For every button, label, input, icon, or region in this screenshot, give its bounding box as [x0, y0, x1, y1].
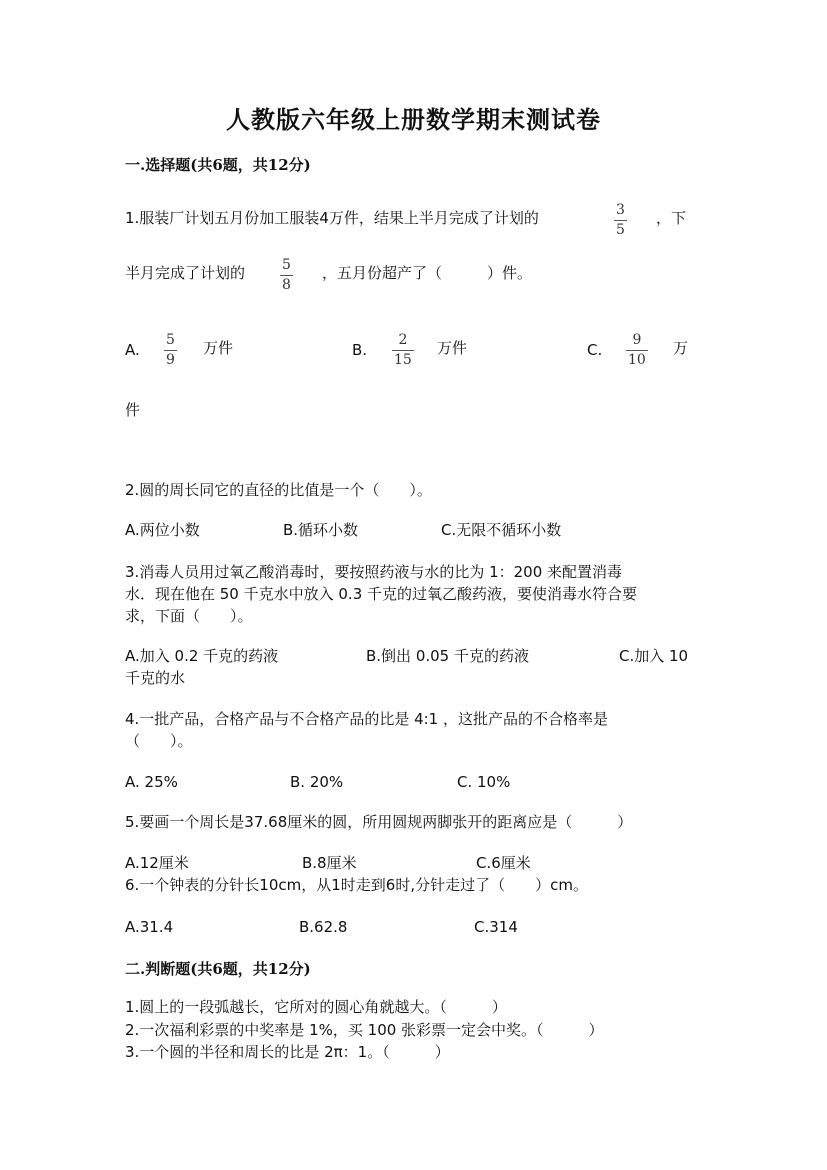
- q4-option-c: C. 10%: [457, 773, 511, 791]
- page-title: 人教版六年级上册数学期末测试卷: [226, 105, 601, 134]
- denominator: 15: [394, 352, 412, 368]
- q3-line1: 3.消毒人员用过氧乙酸消毒时，要按照药液与水的比为 1：200 来配置消毒: [125, 563, 623, 581]
- q6-option-b: B.62.8: [299, 918, 348, 936]
- q6-stem: 6.一个钟表的分针长10cm，从1时走到6时,分针走过了（ ）cm。: [125, 876, 588, 894]
- q5-option-b: B.8厘米: [302, 854, 357, 872]
- q5-option-a: A.12厘米: [125, 854, 189, 872]
- denominator: 9: [166, 352, 175, 368]
- q1-option-b-label: B.: [352, 341, 368, 359]
- q3-option-a: A.加入 0.2 千克的药液: [125, 647, 279, 665]
- q2-stem: 2.圆的周长同它的直径的比值是一个（ ）。: [125, 481, 432, 499]
- q3-option-c: C.加入 10: [619, 647, 689, 665]
- q1-line1: 1.服装厂计划五月份加工服装4万件，结果上半月完成了计划的: [125, 209, 539, 227]
- q3-option-c-wrap: 千克的水: [125, 669, 186, 687]
- q1-line2: 半月完成了计划的: [125, 264, 246, 282]
- q1-option-a-fraction: [164, 333, 177, 368]
- q5-stem: 5.要画一个周长是37.68厘米的圆，所用圆规两脚张开的距离应是（ ）: [125, 813, 633, 831]
- q4-option-b: B. 20%: [290, 773, 344, 791]
- q1-option-c-label: C.: [587, 341, 603, 359]
- q1-fraction-3-5: [614, 203, 627, 238]
- q3-line2: 水．现在他在 50 千克水中放入 0.3 千克的过氧乙酸药液，要使消毒水符合要: [125, 585, 638, 603]
- numerator: 9: [632, 332, 642, 348]
- q4-line2: （ ）。: [125, 732, 193, 750]
- q2-option-b: B.循环小数: [283, 521, 359, 539]
- q1-option-a-label: A.: [125, 341, 140, 359]
- q1-line2-end: ，五月份超产了（ ）件。: [322, 264, 533, 282]
- denominator: 10: [628, 352, 646, 368]
- section-judgement-heading: 二.判断题(共6题，共12分): [125, 960, 311, 978]
- q1-fraction-5-8: [280, 258, 293, 293]
- q1-option-b-unit: 万件: [437, 339, 468, 357]
- q4-option-a: A. 25%: [125, 773, 178, 791]
- q1-option-c-unit-wrap: 件: [125, 401, 141, 419]
- q1-option-c-fraction: [626, 333, 648, 368]
- denominator: 8: [282, 277, 291, 293]
- judgement-3: 3.一个圆的半径和周长的比是 2π：1。（ ）: [125, 1043, 450, 1061]
- q3-line3: 求，下面（ ）。: [125, 607, 253, 625]
- numerator: 5: [282, 257, 291, 273]
- judgement-1: 1.圆上的一段弧越长，它所对的圆心角就越大。（ ）: [125, 998, 507, 1016]
- denominator: 5: [616, 222, 625, 238]
- q2-option-c: C.无限不循环小数: [441, 521, 562, 539]
- numerator: 3: [616, 202, 625, 218]
- q1-option-a-unit: 万件: [203, 339, 234, 357]
- q6-option-a: A.31.4: [125, 918, 174, 936]
- q1-line1-end: ，下: [656, 209, 687, 227]
- q6-option-c: C.314: [474, 918, 518, 936]
- numerator: 5: [166, 332, 175, 348]
- judgement-2: 2.一次福利彩票的中奖率是 1%，买 100 张彩票一定会中奖。（ ）: [125, 1021, 604, 1039]
- numerator: 2: [398, 332, 408, 348]
- q1-option-c-unit: 万: [673, 339, 689, 357]
- q1-option-b-fraction: [392, 333, 414, 368]
- q2-option-a: A.两位小数: [125, 521, 200, 539]
- section-choice-heading: 一.选择题(共6题，共12分): [125, 156, 311, 174]
- q5-option-c: C.6厘米: [476, 854, 531, 872]
- q4-line1: 4.一批产品，合格产品与不合格产品的比是 4:1 ，这批产品的不合格率是: [125, 710, 608, 728]
- q3-option-b: B.倒出 0.05 千克的药液: [366, 647, 529, 665]
